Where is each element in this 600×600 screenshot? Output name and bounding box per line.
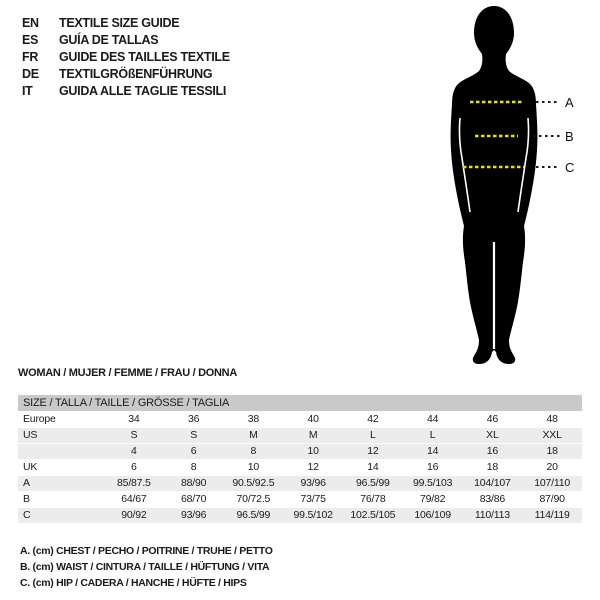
size-value: 12 (307, 461, 319, 473)
size-value: S (130, 429, 138, 441)
row-label: B (23, 493, 30, 505)
size-table-rows (18, 412, 582, 523)
size-value: 104/107 (474, 477, 511, 489)
size-value: 110/113 (474, 509, 510, 521)
lang-title-es: GUÍA DE TALLAS (59, 32, 159, 47)
size-value: 16 (426, 461, 439, 473)
lang-title-de: TEXTILGRÖßENFÜHRUNG (59, 67, 213, 82)
size-value: 102.5/105 (350, 509, 396, 521)
lang-code-en: EN (22, 15, 39, 30)
lang-title-en: TEXTILE SIZE GUIDE (59, 15, 180, 30)
size-value: 99.5/102 (293, 509, 333, 521)
lang-row-en (22, 14, 230, 31)
size-value: 18 (486, 461, 499, 473)
size-value: 48 (546, 413, 558, 425)
row-label: A (23, 477, 30, 489)
row-label (18, 444, 104, 459)
size-value: 99.5/103 (412, 477, 453, 489)
size-value: 34 (128, 413, 140, 425)
measure-label-a: A (565, 95, 574, 110)
size-value: 20 (546, 461, 558, 473)
lang-row-de (22, 66, 230, 83)
table-row (18, 476, 582, 491)
size-value: 96.5/99 (356, 477, 390, 489)
size-value: 18 (546, 445, 558, 457)
size-value: 10 (247, 461, 260, 473)
row-label: UK (23, 461, 38, 473)
row-label: C (23, 509, 31, 521)
size-value: 79/82 (419, 493, 446, 505)
size-value: 14 (426, 445, 439, 457)
size-value: 14 (367, 461, 379, 473)
table-row (18, 508, 582, 523)
size-value: 96.5/99 (236, 509, 271, 521)
size-value: 46 (486, 413, 499, 425)
size-value: 107/110 (534, 477, 571, 489)
size-value: M (249, 429, 258, 441)
size-value: S (190, 429, 198, 441)
size-table-header: SIZE / TALLA / TAILLE / GRÖSSE / TAGLIA (18, 395, 582, 411)
size-value: 90/92 (121, 509, 147, 521)
row-label: US (23, 429, 38, 441)
size-value: 12 (367, 445, 379, 457)
measure-label-c: C (565, 160, 575, 175)
size-value: 8 (190, 461, 197, 473)
size-value: L (429, 429, 436, 441)
size-value: 44 (426, 413, 439, 425)
size-value: XXL (542, 429, 562, 441)
size-value: 40 (307, 413, 319, 425)
legend-chest: A. (cm) CHEST / PECHO / POITRINE / TRUHE / PETTO (20, 545, 273, 557)
size-value: 68/70 (180, 493, 207, 505)
section-title-woman: WOMAN / MUJER / FEMME / FRAU / DONNA (18, 367, 237, 379)
lang-row-fr (22, 48, 230, 65)
size-value: 10 (307, 445, 319, 457)
size-value: 93/96 (300, 477, 326, 489)
lang-code-de: DE (22, 67, 39, 82)
table-row (18, 412, 582, 427)
lang-code-fr: FR (22, 49, 39, 64)
size-value: 38 (247, 413, 260, 425)
table-row (18, 492, 582, 507)
language-title-block (22, 14, 230, 100)
size-value: 16 (486, 445, 499, 457)
row-label: Europe (23, 413, 56, 425)
legend-waist: B. (cm) WAIST / CINTURA / TAILLE / HÜFTUNG / VITA (20, 561, 270, 573)
size-value: 70/72.5 (236, 493, 271, 505)
lang-title-fr: GUIDE DES TAILLES TEXTILE (59, 49, 230, 64)
size-value: 88/90 (180, 477, 207, 489)
table-row (18, 444, 582, 459)
lang-code-it: IT (22, 84, 33, 99)
size-value: 83/86 (479, 493, 506, 505)
size-value: 114/119 (534, 509, 570, 521)
size-value: 87/90 (539, 493, 565, 505)
size-value: 93/96 (180, 509, 207, 521)
size-value: 8 (250, 445, 257, 457)
size-value: 36 (187, 413, 200, 425)
size-value: 42 (367, 413, 379, 425)
size-table (18, 395, 582, 524)
measurement-legend (20, 543, 273, 591)
size-value: 76/78 (360, 493, 386, 505)
size-value: 73/75 (300, 493, 326, 505)
size-value: M (308, 429, 318, 441)
size-value: 106/109 (414, 509, 451, 521)
table-row (18, 460, 582, 475)
legend-hip: C. (cm) HIP / CADERA / HANCHE / HÜFTE / HIPS (20, 577, 247, 589)
size-value: 6 (131, 461, 137, 473)
size-value: 6 (190, 445, 197, 457)
lang-title-it: GUIDA ALLE TAGLIE TESSILI (59, 84, 227, 99)
size-value: L (370, 429, 376, 441)
size-value: 64/67 (121, 493, 147, 505)
lang-code-es: ES (22, 32, 39, 47)
measure-label-b: B (565, 129, 574, 144)
woman-silhouette-diagram (420, 0, 600, 385)
size-value: 90.5/92.5 (232, 477, 275, 489)
table-row (18, 428, 582, 443)
size-value: XL (486, 429, 499, 441)
size-value: 85/87.5 (117, 477, 151, 489)
lang-row-it (22, 83, 230, 100)
lang-row-es (22, 31, 230, 48)
size-value: 4 (131, 445, 137, 457)
